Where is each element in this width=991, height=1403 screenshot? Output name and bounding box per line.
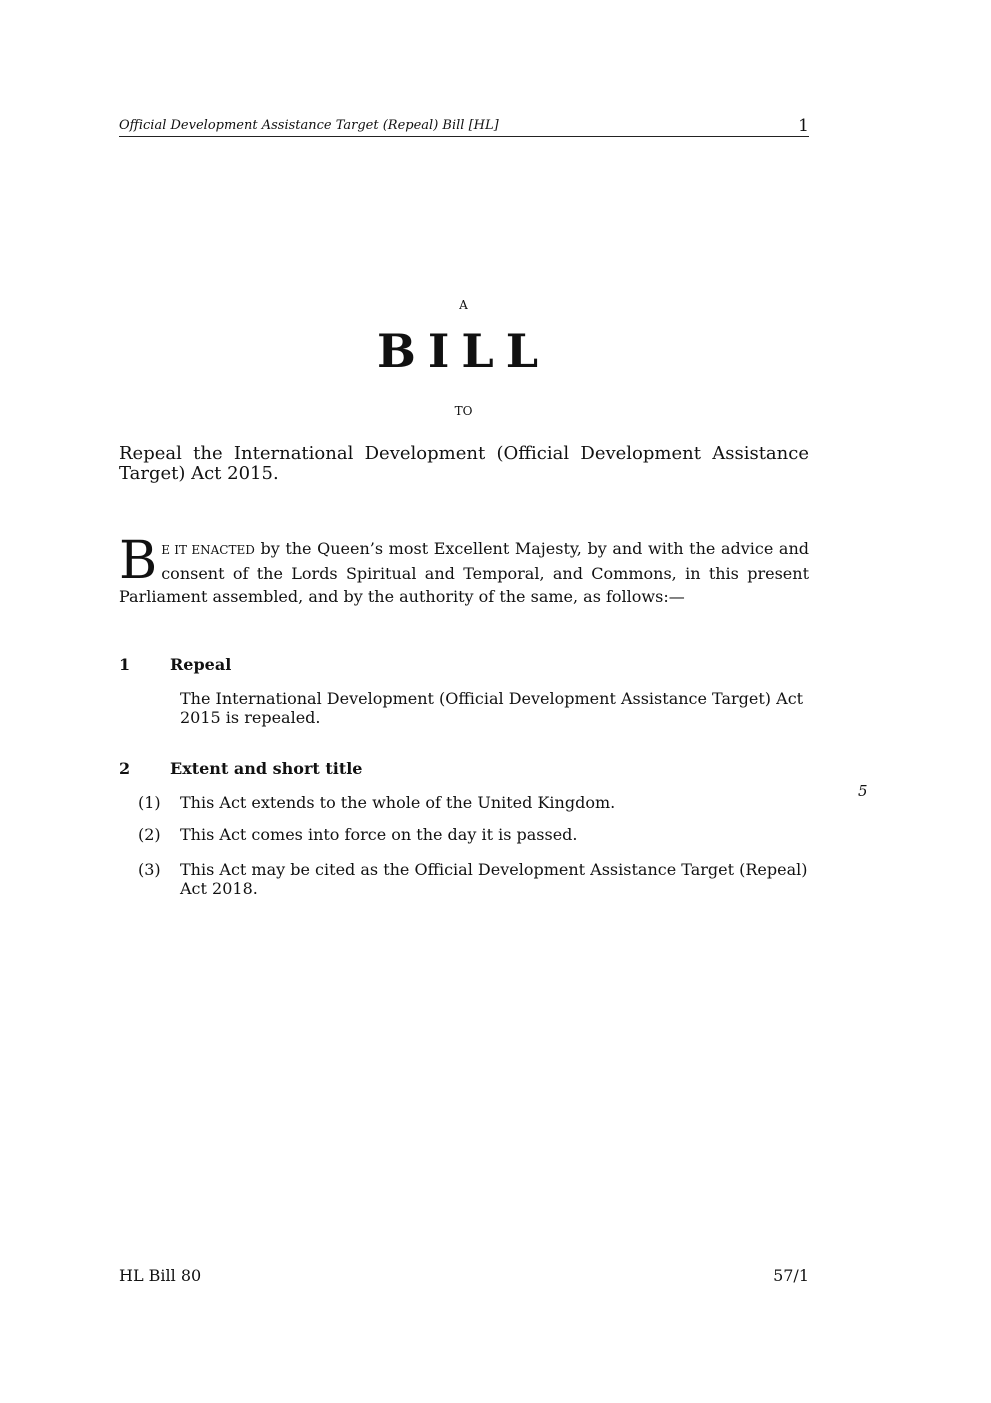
- enacting-formula: [119, 531, 809, 608]
- header-title: Official Development Assistance Target (Repeal) Bill [HL]: [119, 118, 499, 133]
- subsection-number: (2): [138, 825, 161, 844]
- a-label: A: [459, 298, 468, 312]
- bill-number: HL Bill 80: [119, 1266, 202, 1285]
- enacting-text: by the Queen’s most Excellent Majesty, by and with the advice and consent of the Lords Spiritual and Temporal, and Commons, in this present Parliament assembled, and by the authority of the same, as follows:—: [119, 539, 809, 606]
- running-header: [119, 116, 809, 137]
- section-text: The International Development (Official Development Assistance Target) Act 2015 is repealed.: [180, 689, 804, 727]
- page-number: 1: [798, 116, 809, 136]
- drop-cap: B: [119, 531, 158, 591]
- print-reference: 57/1: [773, 1266, 809, 1285]
- subsection-text: This Act extends to the whole of the United Kingdom.: [180, 793, 616, 812]
- line-number: 5: [858, 782, 868, 800]
- long-title: Repeal the International Development (Official Development Assistance Target) Act 2015.: [119, 443, 809, 484]
- subsection-number: (1): [138, 793, 161, 812]
- section-number: 1: [119, 655, 131, 674]
- section-title: Repeal: [170, 655, 232, 674]
- enacting-smallcaps: E IT ENACTED: [161, 543, 255, 557]
- section-number: 2: [119, 759, 131, 778]
- subsection-text: This Act may be cited as the Official Development Assistance Target (Repeal) Act 2018.: [180, 860, 808, 898]
- subsection-number: (3): [138, 860, 161, 879]
- subsection-text: This Act comes into force on the day it is passed.: [180, 825, 578, 844]
- to-label: TO: [454, 404, 473, 418]
- bill-heading: BILL: [376, 324, 551, 378]
- section-title: Extent and short title: [170, 759, 363, 778]
